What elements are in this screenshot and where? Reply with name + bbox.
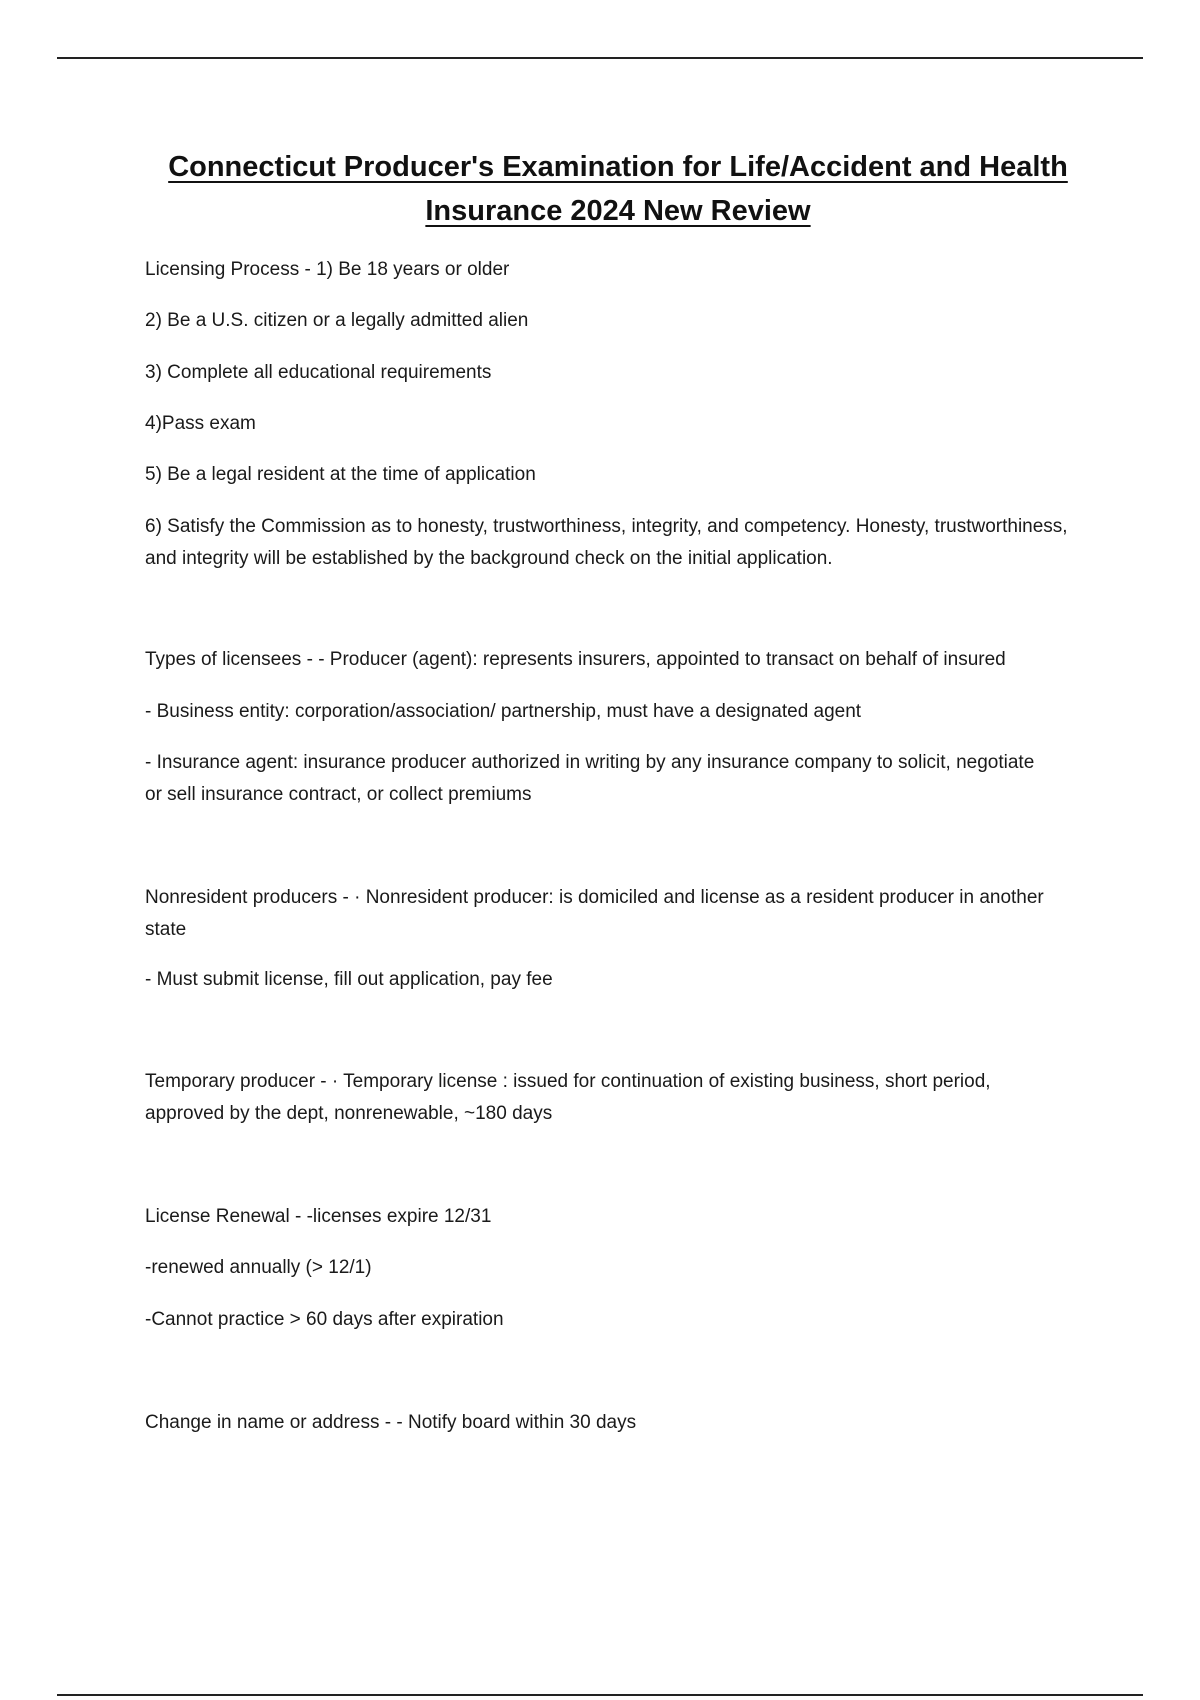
paragraph-types-of-licensees: Types of licensees - - Producer (agent): represents insurers, appointed to transact on behalf of insured <box>145 649 1006 670</box>
paragraph-insurance-agent: - Insurance agent: insurance producer authorized in writing by any insurance company to solicit, negotiate or sell insurance contract, or collect premiums <box>145 752 1035 805</box>
paragraph-pass-exam: 4)Pass exam <box>145 413 256 434</box>
top-divider <box>57 57 1143 59</box>
paragraph-licensing-process: Licensing Process - 1) Be 18 years or older <box>145 259 510 280</box>
paragraph-must-submit: - Must submit license, fill out application, pay fee <box>145 969 553 990</box>
paragraph-education: 3) Complete all educational requirements <box>145 362 492 383</box>
paragraph-renewed-annually: -renewed annually (> 12/1) <box>145 1257 372 1278</box>
paragraph-business-entity: - Business entity: corporation/association/ partnership, must have a designated agent <box>145 701 862 722</box>
paragraph-citizen: 2) Be a U.S. citizen or a legally admitted alien <box>145 310 529 331</box>
paragraph-legal-resident: 5) Be a legal resident at the time of application <box>145 464 536 485</box>
paragraph-change-name-address: Change in name or address - - Notify board within 30 days <box>145 1412 637 1433</box>
paragraph-satisfy-commission: 6) Satisfy the Commission as to honesty, trustworthiness, integrity, and competency. Honesty, trustworthiness, and integrity will be established by the background check on the initial application. <box>145 516 1068 569</box>
document-title-line-1: Connecticut Producer's Examination for Life/Accident and Health <box>168 151 1068 183</box>
paragraph-cannot-practice: -Cannot practice > 60 days after expiration <box>145 1309 504 1330</box>
paragraph-nonresident-producers: Nonresident producers - · Nonresident producer: is domiciled and license as a resident producer in another state <box>145 887 1044 940</box>
paragraph-license-renewal: License Renewal - -licenses expire 12/31 <box>145 1206 492 1227</box>
paragraph-temporary-producer: Temporary producer - · Temporary license : issued for continuation of existing business, short period, approved by the dept, nonrenewable, ~180 days <box>145 1071 991 1124</box>
bottom-divider <box>57 1694 1143 1696</box>
document-title-line-2: Insurance 2024 New Review <box>425 195 811 227</box>
